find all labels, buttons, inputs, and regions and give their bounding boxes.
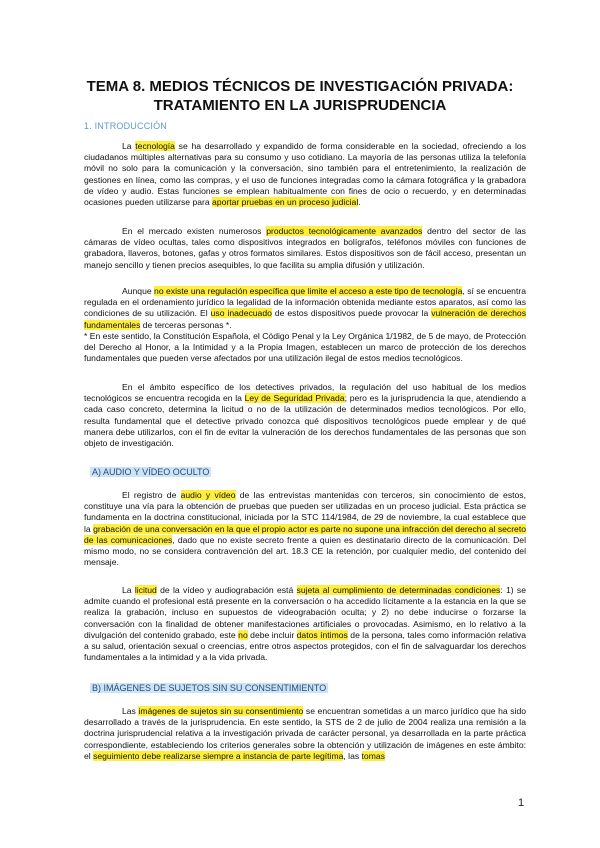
highlight: datos íntimos	[296, 629, 348, 640]
highlight: grabación de una conversación en la que el propio actor es parte no supone una infracción del derecho al secreto de las comunicaciones	[84, 523, 527, 545]
highlight: Ley de Seguridad Privada	[244, 393, 345, 404]
footnote: * En este sentido, la Constitución Española, el Código Penal y la Ley Orgánica 1/1982, de 5 de mayo, de Protección del Derecho al Honor, a la Intimidad y a la Propia Imagen, establecen un marco de protección de los derechos fundamentales que pueden verse afectados por una utilización ilegal de estos medios tecnológicos.	[84, 330, 526, 364]
paragraph-regulacion: Aunque no existe una regulación específica que limite el acceso a este tipo de tecnología, sí se encuentra regulada en el ordenamiento jurídico la legalidad de la información obtenida mediante estos aparatos, así como las condiciones de su utilización. El uso inadecuado de estos dispositivos puede provocar la vulneración de derechos fundamentales de terceras personas *. * En este sentido, la Constitución Española, el Código Penal y la Ley Orgánica 1/1982, de 5 de mayo, de Protección del Derecho al Honor, a la Intimidad y a la Propia Imagen, establecen un marco de protección de los derechos fundamentales que pueden verse afectados por una utilización ilegal de estos medios tecnológicos.	[84, 286, 526, 364]
highlight: tomas	[361, 750, 385, 761]
highlight: tecnología	[135, 141, 175, 151]
highlight: no	[238, 629, 248, 640]
document-title	[60, 77, 540, 115]
paragraph-imagenes: Las imágenes de sujetos sin su consentimiento se encuentran sometidas a un marco jurídico que ha sido desarrollado a través de la jurisprudencia. En este sentido, la STS de 2 de julio de 2004 realiza una remisión a la doctrina jurisprudencial relativa a la investigación privada de carácter personal, ya desarrollada en la parte práctica correspondiente, estableciendo los criterios generales sobre la obtención y utilización de imágenes en este ámbito: el seguimiento debe realizarse siempre a instancia de parte legítima, las tomas	[84, 706, 527, 761]
highlight: no existe una regulación específica que limite el acceso a este tipo de tecnología	[154, 286, 463, 296]
paragraph-licitud: La licitud de la vídeo y audiograbación está sujeta al cumplimiento de determinadas condiciones: 1) se admite cuando el profesional está presente en la conversación o ha accedido lícitamente a la estancia en la que se realiza la grabación, incluso en supuestos de videograbación oculta; y 2) no debe inducirse o forzarse la conversación con la finalidad de obtener manifestaciones artificiales o provocadas. Asimismo, en lo relativo a la divulgación del contenido grabado, este no debe incluir datos íntimos de la persona, tales como información relativa a su salud, orientación sexual o creencias, entre otros aspectos protegidos, con el fin de salvaguardar los derechos fundamentales a la intimidad y a la vida privada.	[84, 585, 527, 663]
highlight: seguimiento debe realizarse siempre a instancia de parte legítima	[93, 750, 344, 761]
paragraph-detectives: En el ámbito específico de los detectives privados, la regulación del uso habitual de los medios tecnológicos se encuentra recogida en la Ley de Seguridad Privada; pero es la jurisprudencia la que, atendiendo a cada caso concreto, determina la licitud o no de la utilización de determinados medios tecnológicos. Por ello, resulta fundamental que el detective privado conozca qué dispositivos tecnológicos puede emplear y de qué manera debe utilizarlos, con el fin de evitar la vulneración de los derechos fundamentales de las personas que son objeto de investigación.	[84, 382, 526, 449]
paragraph-audio-video: El registro de audio y vídeo de las entrevistas mantenidas con terceros, sin conocimiento de estos, constituye una vía para la obtención de pruebas que pueden ser utilizadas en un proceso judicial. Esta práctica se fundamenta en la doctrina constitucional, iniciada por la STC 114/1984, de 29 de noviembre, la cual establece que la grabación de una conversación en la que el propio actor es parte no supone una infracción del derecho al secreto de las comunicaciones, dado que no existe secreto frente a quien es destinatario directo de la comunicación. Del mismo modo, no se considera contravención del art. 18.3 CE la retención, por cualquier medio, del contenido del mensaje.	[84, 490, 527, 568]
subheading-audio-video[interactable]: A) AUDIO Y VÍDEO OCULTO	[92, 467, 210, 477]
section-heading-introduccion[interactable]: 1. INTRODUCCIÓN	[84, 121, 168, 131]
title-line-2: TRATAMIENTO EN LA JURISPRUDENCIA	[153, 97, 447, 114]
highlight: aportar pruebas en un proceso judicial	[212, 197, 359, 208]
highlight: sujeta al cumplimiento de determinadas condiciones	[296, 585, 501, 595]
highlight: audio y vídeo	[180, 490, 236, 500]
highlight: vulneración de derechos fundamentales	[84, 308, 526, 330]
highlight: imágenes de sujetos sin su consentimiento	[138, 706, 304, 716]
title-line-1: TEMA 8. MEDIOS TÉCNICOS DE INVESTIGACIÓN PRIVADA:	[86, 78, 514, 95]
highlight: uso inadecuado	[210, 308, 272, 319]
highlight: productos tecnológicamente avanzados	[266, 226, 423, 236]
highlight: licitud	[134, 585, 157, 595]
page-number: 1	[518, 797, 525, 809]
paragraph-productos: En el mercado existen numerosos productos tecnológicamente avanzados dentro del sector de las cámaras de vídeo ocultas, tales como dispositivos integrados en bolígrafos, teléfonos móviles con funciones de grabadora, llaveros, botones, gafas y otros formatos similares. Estos dispositivos son de fácil acceso, presentan un manejo sencillo y tienen precios asequibles, lo que facilita su amplia difusión y utilización.	[84, 226, 526, 270]
subheading-imagenes[interactable]: B) IMÁGENES DE SUJETOS SIN SU CONSENTIMIENTO	[92, 683, 327, 693]
paragraph-tecnologia: La tecnología se ha desarrollado y expandido de forma considerable en la sociedad, ofreciendo a los ciudadanos múltiples alternativas para su consumo y uso cotidiano. La mayoría de las personas utiliza la telefonía móvil no solo para la comunicación y la conversación, sino también para el entretenimiento, la realización de gestiones en línea, como las compras, y el uso de funciones integradas como la cámara fotográfica y la grabadora de vídeo y audio. Estas funciones se emplean habitualmente con fines de ocio o recuerdo, y en determinadas ocasiones pueden utilizarse para aportar pruebas en un proceso judicial.	[84, 141, 526, 208]
